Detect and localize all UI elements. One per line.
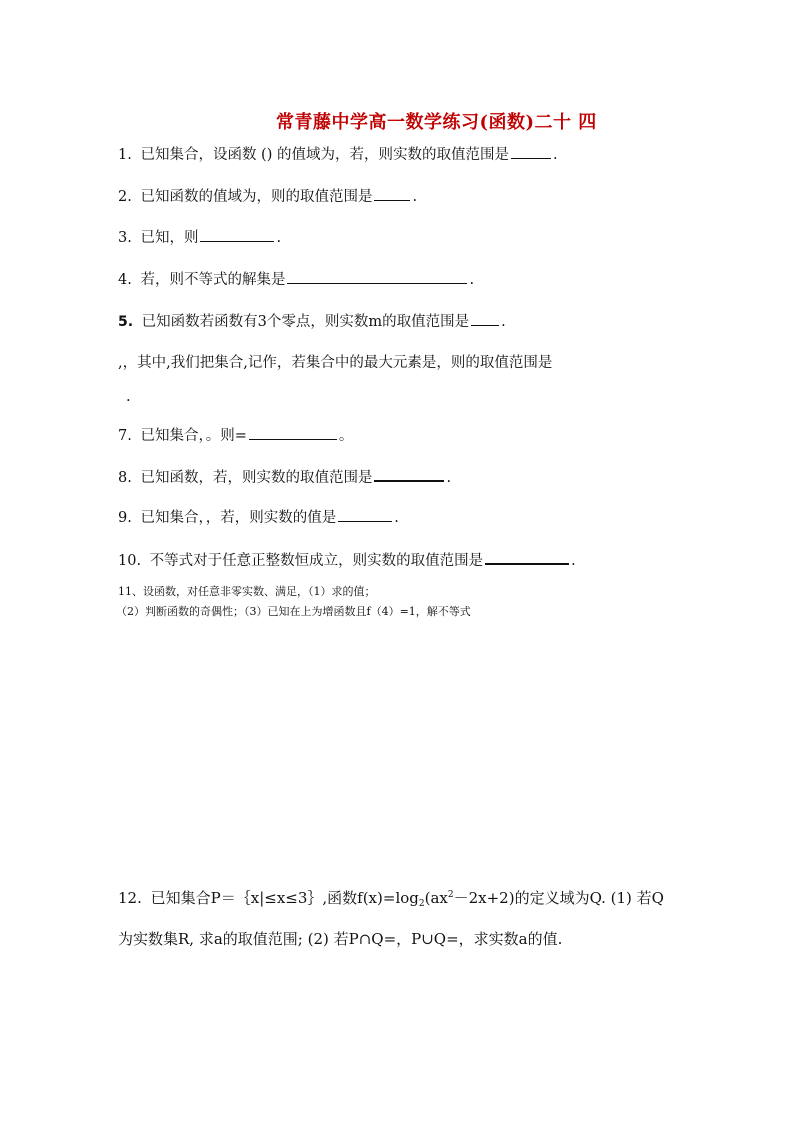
question-number: 8. (118, 470, 132, 486)
question-number: 5. (118, 314, 134, 330)
answer-blank[interactable] (511, 144, 551, 159)
answer-blank[interactable] (338, 507, 392, 522)
question-5 (118, 311, 506, 332)
question-text: 已知集合，。则= (140, 428, 247, 444)
question-end: . (501, 314, 506, 330)
question-text: (ax (424, 889, 448, 907)
answer-blank[interactable] (287, 269, 467, 284)
exponent: 2 (447, 890, 454, 900)
answer-blank[interactable] (485, 549, 569, 565)
question-6-end: . (126, 389, 131, 405)
question-text: 已知集合P＝｛x|≤x≤3｝,函数f(x)=log (150, 889, 419, 907)
question-number: 12. (118, 889, 142, 907)
answer-blank[interactable] (471, 311, 499, 326)
question-end: . (412, 189, 418, 205)
question-number: 7. (118, 428, 132, 444)
question-text: －2x+2)的定义域为Q. (1) 若Q (453, 889, 664, 907)
answer-blank[interactable] (374, 186, 410, 201)
answer-blank[interactable] (200, 227, 274, 242)
question-end: . (394, 510, 399, 526)
question-10 (118, 549, 576, 571)
question-7 (118, 425, 353, 446)
question-end: . (552, 147, 558, 163)
question-9 (118, 507, 399, 528)
question-number: 1. (118, 147, 132, 163)
question-8 (118, 466, 451, 488)
question-end: 。 (338, 428, 354, 444)
page-title: 常青藤中学高一数学练习(函数)二十 四 (276, 112, 597, 133)
question-text: 不等式对于任意正整数恒成立，则实数的取值范围是 (149, 553, 484, 569)
question-text: ,，其中,我们把集合,记作，若集合中的最大元素是，则的取值范围是 (118, 355, 553, 371)
question-number: 10. (118, 553, 142, 569)
question-3 (118, 227, 281, 248)
log-base: 2 (418, 899, 425, 909)
question-text: 已知函数，若，则实数的取值范围是 (140, 470, 373, 486)
question-number: 2. (118, 189, 132, 205)
question-6 (118, 353, 552, 373)
question-4 (118, 269, 474, 290)
question-number: 4. (118, 272, 132, 288)
question-text: 已知集合，，若，则实数的值是 (140, 510, 337, 526)
question-2 (118, 186, 417, 207)
question-end: . (446, 470, 452, 486)
question-end: . (571, 553, 576, 569)
question-text: 已知函数若函数有3个零点，则实数m的取值范围是 (141, 314, 470, 330)
question-number: 3. (118, 230, 132, 246)
question-11-line-1: 11、设函数，对任意非零实数、满足，（1）求的值； (118, 585, 376, 598)
question-1 (118, 144, 558, 165)
question-text: 已知函数的值域为，则的取值范围是 (140, 189, 373, 205)
question-text: 已知，则 (140, 230, 199, 246)
question-text: 若，则不等式的解集是 (140, 272, 286, 288)
question-text: 已知集合，设函数 () 的值域为，若，则实数的取值范围是 (140, 147, 509, 163)
question-end: . (469, 272, 475, 288)
answer-blank[interactable] (374, 466, 444, 482)
question-end: . (276, 230, 282, 246)
answer-blank[interactable] (249, 425, 337, 440)
question-11-line-2: （2）判断函数的奇偶性；（3）已知在上为增函数且f（4）=1，解不等式 (116, 605, 471, 618)
question-number: 9. (118, 510, 132, 526)
question-12-line-2: 为实数集R, 求a的取值范围; (2) 若P∩Q=，P∪Q=，求实数a的值. (118, 930, 563, 948)
question-12-line-1 (118, 884, 664, 915)
